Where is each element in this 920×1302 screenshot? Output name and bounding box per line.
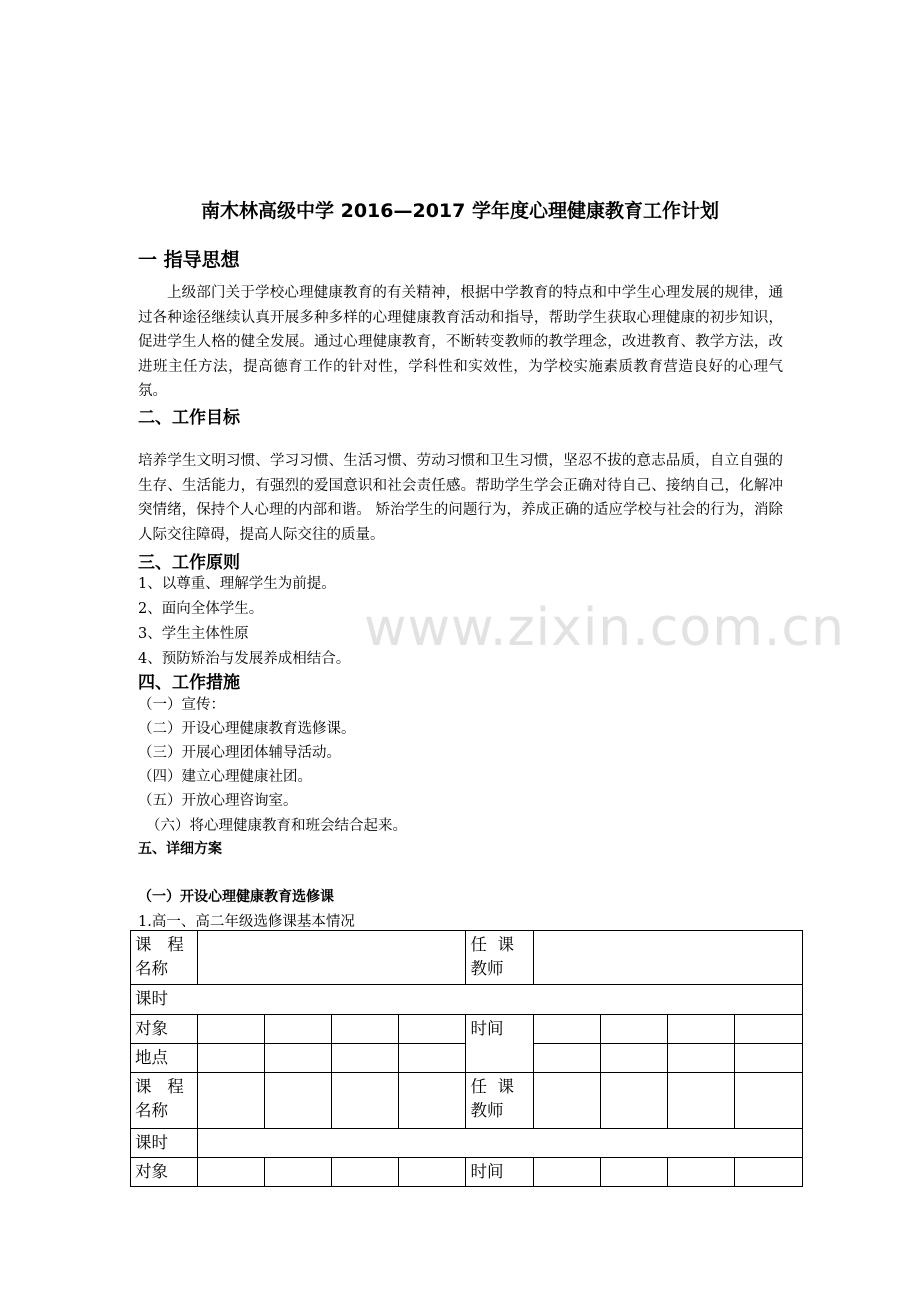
hours-cell	[131, 985, 803, 1015]
table-cell	[533, 1158, 600, 1187]
table-cell	[600, 1015, 667, 1044]
label-text: 课	[497, 935, 514, 954]
table-cell	[332, 1158, 399, 1187]
subsection-heading-elective-course: （一）开设心理健康教育选修课	[138, 889, 334, 905]
table-cell	[265, 1015, 332, 1044]
course-name-value-cell	[198, 931, 466, 985]
label-text: 课	[135, 1077, 152, 1096]
table-cell	[600, 1158, 667, 1187]
table-cell	[198, 1044, 265, 1073]
label-text: 课	[135, 935, 152, 954]
target-label-cell	[131, 1158, 198, 1187]
course-name-label-cell	[131, 931, 198, 985]
label-text: 名称	[135, 959, 168, 978]
hours-value-cell	[198, 1129, 803, 1158]
table-row	[131, 931, 803, 985]
hours-label-cell	[131, 1129, 198, 1158]
label-text: 地点	[135, 1048, 168, 1067]
table-cell	[265, 1073, 332, 1129]
work-goals-paragraph: 培养学生文明习惯、学习习惯、生活习惯、劳动习惯和卫生习惯，坚忍不拔的意志品质，自立自强的生存、生活能力，有强烈的爱国意识和社会责任感。帮助学生学会正确对待自己、接纳自己，化解冲突情绪，保持个人心理的内部和谐。 矫治学生的问题行为，养成正确的适应学校与社会的行为，消除人际交往障碍，提高人际交往的质量。	[138, 453, 783, 543]
target-label-cell	[131, 1015, 198, 1044]
table-cell	[332, 1073, 399, 1129]
label-text: 教师	[470, 959, 504, 978]
section-heading-work-measures: 四、工作措施	[138, 673, 240, 693]
table-cell	[533, 1044, 600, 1073]
measure-item: （四）建立心理健康社团。	[138, 769, 312, 785]
table-row	[131, 1158, 803, 1187]
teacher-value-cell	[533, 931, 802, 985]
measure-item: （五）开放心理咨询室。	[138, 793, 298, 809]
time-label-cell	[466, 1015, 533, 1073]
label-text: 程	[167, 935, 184, 954]
label-text: 时间	[470, 1019, 504, 1038]
table-cell	[399, 1015, 466, 1044]
table-cell	[198, 1073, 265, 1129]
measure-item: （二）开设心理健康教育选修课。	[138, 721, 356, 737]
label-text: 任	[470, 1077, 487, 1096]
label-text: 任	[470, 935, 487, 954]
principle-item: 1、以尊重、理解学生为前提。	[138, 576, 336, 592]
table-cell	[265, 1044, 332, 1073]
table-cell	[265, 1158, 332, 1187]
table-cell	[399, 1073, 466, 1129]
watermark: www.zixin.com.cn	[364, 598, 845, 658]
label-text: 课时	[135, 989, 168, 1008]
label-text: 名称	[135, 1101, 168, 1120]
table-cell	[533, 1015, 600, 1044]
guiding-thought-paragraph: 上级部门关于学校心理健康教育的有关精神，根据中学教育的特点和中学生心理发展的规律，通过各种途径继续认真开展多种多样的心理健康教育活动和指导，帮助学生获取心理健康的初步知识，促进学生人格的健全发展。通过心理健康教育，不断转变教师的教学理念，改进教育、教学方法，改进班主任方法，提高德育工作的针对性，学科性和实效性，为学校实施素质教育营造良好的心理气氛。	[138, 285, 783, 399]
label-text: 时间	[470, 1162, 504, 1181]
place-label-cell	[131, 1044, 198, 1073]
table-cell	[399, 1044, 466, 1073]
label-text: 对象	[135, 1162, 168, 1181]
principle-item: 2、面向全体学生。	[138, 601, 264, 617]
principle-item: 3、学生主体性原	[138, 626, 249, 642]
label-text: 课时	[135, 1133, 168, 1152]
table-cell	[600, 1044, 667, 1073]
measure-item: （三）开展心理团体辅导活动。	[138, 745, 341, 761]
table-cell	[600, 1073, 667, 1129]
label-text: 教师	[470, 1101, 504, 1120]
table-cell	[734, 1015, 802, 1044]
course-name-label-cell	[131, 1073, 198, 1129]
time-label-cell	[466, 1158, 533, 1187]
table-cell	[332, 1015, 399, 1044]
table-row	[131, 1015, 803, 1044]
table-row	[131, 985, 803, 1015]
table-cell	[198, 1015, 265, 1044]
document-title: 南木林高级中学 2016—2017 学年度心理健康教育工作计划	[201, 200, 719, 222]
table-cell	[667, 1073, 734, 1129]
section-heading-work-principles: 三、工作原则	[138, 553, 240, 573]
section-heading-guiding-thought: 一 指导思想	[138, 249, 240, 271]
table-cell	[734, 1044, 802, 1073]
section-heading-detailed-plan: 五、详细方案	[138, 841, 222, 857]
section-heading-work-goals: 二、工作目标	[138, 408, 240, 428]
table-row	[131, 1073, 803, 1129]
label-text: 对象	[135, 1019, 168, 1038]
table-cell	[332, 1044, 399, 1073]
teacher-label-cell	[466, 931, 533, 985]
label-text: 程	[167, 1077, 184, 1096]
measure-item: （一）宣传：	[138, 697, 225, 713]
table-cell	[399, 1158, 466, 1187]
principle-item: 4、预防矫治与发展养成相结合。	[138, 651, 351, 667]
elective-course-table	[130, 930, 803, 1187]
table-cell	[734, 1158, 802, 1187]
table-cell	[734, 1073, 802, 1129]
table-cell	[667, 1158, 734, 1187]
table-cell	[667, 1044, 734, 1073]
label-text: 课	[497, 1077, 514, 1096]
table-cell	[533, 1073, 600, 1129]
teacher-label-cell	[466, 1073, 533, 1129]
table-cell	[667, 1015, 734, 1044]
table-row	[131, 1129, 803, 1158]
table-cell	[198, 1158, 265, 1187]
measure-item: （六）将心理健康教育和班会结合起来。	[146, 818, 407, 834]
table-caption: 1.高一、高二年级选修课基本情况	[138, 914, 355, 930]
